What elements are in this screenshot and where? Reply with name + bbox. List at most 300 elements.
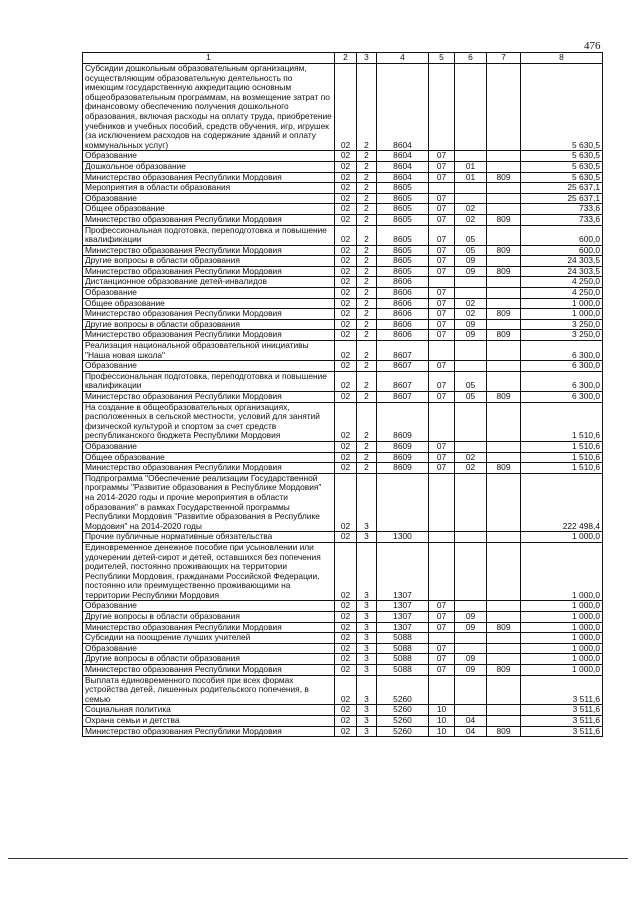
code-ministry-cell — [487, 441, 521, 452]
code-gp-cell: 02 — [335, 665, 357, 676]
item-name-cell: Выплата единовременного пособия при всех формах устройства детей, лишенных родительского попечения, в семью — [83, 675, 335, 705]
code-ministry-cell: 809 — [487, 245, 521, 256]
code-ministry-cell — [487, 542, 521, 601]
code-sub-cell: 3 — [357, 705, 377, 716]
code-sub-cell: 2 — [357, 256, 377, 267]
item-name-cell: Образование — [83, 288, 335, 299]
table-row — [83, 193, 603, 204]
code-target-cell — [377, 473, 429, 532]
amount-cell: 25 637,1 — [521, 183, 603, 194]
code-sub-cell: 2 — [357, 319, 377, 330]
table-row — [83, 716, 603, 727]
table-body — [83, 64, 603, 737]
code-target-cell: 5088 — [377, 633, 429, 644]
code-section-cell — [429, 532, 455, 543]
table-row — [83, 309, 603, 320]
table-row — [83, 463, 603, 474]
code-section-cell: 07 — [429, 622, 455, 633]
code-gp-cell: 02 — [335, 716, 357, 727]
table-row — [83, 612, 603, 623]
amount-cell: 6 300,0 — [521, 392, 603, 403]
code-section-cell: 07 — [429, 151, 455, 162]
code-gp-cell: 02 — [335, 64, 357, 151]
amount-cell: 3 511,6 — [521, 716, 603, 727]
code-section-cell: 07 — [429, 643, 455, 654]
code-section-cell — [429, 277, 455, 288]
code-section-cell: 07 — [429, 204, 455, 215]
item-name-cell: Социальная политика — [83, 705, 335, 716]
code-section-cell — [429, 633, 455, 644]
code-target-cell: 8609 — [377, 452, 429, 463]
code-section-cell: 07 — [429, 161, 455, 172]
item-name-cell: Дистанционное образование детей-инвалидов — [83, 277, 335, 288]
code-gp-cell: 02 — [335, 371, 357, 391]
code-subsection-cell — [455, 151, 487, 162]
code-section-cell: 07 — [429, 654, 455, 665]
table-row — [83, 654, 603, 665]
code-ministry-cell: 809 — [487, 330, 521, 341]
code-target-cell: 8605 — [377, 225, 429, 245]
code-target-cell: 8609 — [377, 402, 429, 441]
code-subsection-cell — [455, 675, 487, 705]
amount-cell: 4 250,0 — [521, 288, 603, 299]
table-row — [83, 151, 603, 162]
table-row — [83, 441, 603, 452]
code-gp-cell: 02 — [335, 225, 357, 245]
amount-cell: 1 000,0 — [521, 298, 603, 309]
code-subsection-cell — [455, 402, 487, 441]
item-name-cell: Министерство образования Республики Мордовия — [83, 665, 335, 676]
code-subsection-cell — [455, 277, 487, 288]
item-name-cell: Образование — [83, 361, 335, 372]
code-subsection-cell: 09 — [455, 319, 487, 330]
code-target-cell: 8606 — [377, 277, 429, 288]
table-row — [83, 172, 603, 183]
code-ministry-cell — [487, 288, 521, 299]
table-row — [83, 319, 603, 330]
item-name-cell: Министерство образования Республики Мордовия — [83, 245, 335, 256]
amount-cell: 733,6 — [521, 204, 603, 215]
code-gp-cell: 02 — [335, 161, 357, 172]
code-ministry-cell — [487, 654, 521, 665]
code-gp-cell: 02 — [335, 193, 357, 204]
code-subsection-cell — [455, 183, 487, 194]
code-subsection-cell: 09 — [455, 256, 487, 267]
code-sub-cell: 3 — [357, 665, 377, 676]
amount-cell: 1 000,0 — [521, 622, 603, 633]
code-gp-cell: 02 — [335, 726, 357, 737]
code-sub-cell: 3 — [357, 532, 377, 543]
code-subsection-cell: 09 — [455, 612, 487, 623]
code-gp-cell: 02 — [335, 298, 357, 309]
code-section-cell — [429, 675, 455, 705]
amount-cell: 600,0 — [521, 245, 603, 256]
code-ministry-cell — [487, 225, 521, 245]
code-target-cell: 5260 — [377, 726, 429, 737]
code-target-cell: 8605 — [377, 256, 429, 267]
code-target-cell: 8607 — [377, 392, 429, 403]
code-gp-cell: 02 — [335, 392, 357, 403]
code-sub-cell: 3 — [357, 643, 377, 654]
code-sub-cell: 2 — [357, 151, 377, 162]
code-ministry-cell: 809 — [487, 463, 521, 474]
code-section-cell — [429, 183, 455, 194]
code-section-cell: 07 — [429, 309, 455, 320]
code-ministry-cell — [487, 64, 521, 151]
code-target-cell: 5260 — [377, 675, 429, 705]
code-sub-cell: 2 — [357, 330, 377, 341]
code-sub-cell: 2 — [357, 277, 377, 288]
code-sub-cell: 3 — [357, 622, 377, 633]
code-ministry-cell: 809 — [487, 266, 521, 277]
item-name-cell: Министерство образования Республики Мордовия — [83, 392, 335, 403]
item-name-cell: Образование — [83, 151, 335, 162]
code-ministry-cell — [487, 705, 521, 716]
amount-cell: 1 000,0 — [521, 654, 603, 665]
code-section-cell: 07 — [429, 245, 455, 256]
item-name-cell: Подпрограмма "Обеспечение реализации Государственной программы "Развитие образования в Республике Мордовия" на 2014-2020 годы и прочие мероприятия в области образования" в рамках Государственной программы Республики Мордовия "Развитие образования в Республике Мордовия" на 2014-2020 годы — [83, 473, 335, 532]
code-sub-cell: 2 — [357, 64, 377, 151]
item-name-cell: Министерство образования Республики Мордовия — [83, 330, 335, 341]
code-section-cell: 10 — [429, 726, 455, 737]
table-row — [83, 633, 603, 644]
code-gp-cell: 02 — [335, 319, 357, 330]
code-ministry-cell: 809 — [487, 392, 521, 403]
code-ministry-cell: 809 — [487, 665, 521, 676]
code-ministry-cell — [487, 277, 521, 288]
code-section-cell: 07 — [429, 371, 455, 391]
code-sub-cell: 2 — [357, 225, 377, 245]
code-gp-cell: 02 — [335, 341, 357, 361]
table-row — [83, 473, 603, 532]
amount-cell: 3 511,6 — [521, 675, 603, 705]
code-gp-cell: 02 — [335, 288, 357, 299]
code-target-cell: 8605 — [377, 183, 429, 194]
code-sub-cell: 2 — [357, 309, 377, 320]
code-target-cell: 1307 — [377, 622, 429, 633]
amount-cell: 1 000,0 — [521, 633, 603, 644]
item-name-cell: Дошкольное образование — [83, 161, 335, 172]
code-sub-cell: 2 — [357, 161, 377, 172]
table-row — [83, 452, 603, 463]
column-header-7: 7 — [487, 53, 521, 64]
code-sub-cell: 3 — [357, 654, 377, 665]
code-gp-cell: 02 — [335, 151, 357, 162]
code-ministry-cell — [487, 402, 521, 441]
code-subsection-cell: 02 — [455, 463, 487, 474]
item-name-cell: Министерство образования Республики Мордовия — [83, 266, 335, 277]
item-name-cell: Субсидии на поощрение лучших учителей — [83, 633, 335, 644]
item-name-cell: Другие вопросы в области образования — [83, 654, 335, 665]
code-ministry-cell — [487, 532, 521, 543]
code-ministry-cell — [487, 256, 521, 267]
amount-cell: 1 000,0 — [521, 309, 603, 320]
amount-cell: 6 300,0 — [521, 371, 603, 391]
amount-cell: 1 000,0 — [521, 612, 603, 623]
code-section-cell: 07 — [429, 361, 455, 372]
code-ministry-cell — [487, 161, 521, 172]
code-ministry-cell — [487, 473, 521, 532]
code-gp-cell: 02 — [335, 330, 357, 341]
table-row — [83, 266, 603, 277]
code-target-cell: 1307 — [377, 601, 429, 612]
table-row — [83, 225, 603, 245]
amount-cell: 1 000,0 — [521, 601, 603, 612]
code-subsection-cell: 01 — [455, 172, 487, 183]
amount-cell: 1 510,6 — [521, 402, 603, 441]
code-gp-cell: 02 — [335, 245, 357, 256]
code-subsection-cell: 02 — [455, 309, 487, 320]
amount-cell: 3 511,6 — [521, 726, 603, 737]
table-row — [83, 214, 603, 225]
code-target-cell: 8605 — [377, 193, 429, 204]
code-sub-cell: 3 — [357, 716, 377, 727]
code-sub-cell: 2 — [357, 183, 377, 194]
table-row — [83, 542, 603, 601]
amount-cell: 5 630,5 — [521, 172, 603, 183]
table-row — [83, 622, 603, 633]
code-target-cell: 8607 — [377, 361, 429, 372]
code-target-cell: 8606 — [377, 330, 429, 341]
code-ministry-cell — [487, 371, 521, 391]
code-sub-cell: 2 — [357, 245, 377, 256]
code-target-cell: 8606 — [377, 319, 429, 330]
code-subsection-cell — [455, 288, 487, 299]
code-ministry-cell: 809 — [487, 622, 521, 633]
code-section-cell: 07 — [429, 441, 455, 452]
code-gp-cell: 02 — [335, 214, 357, 225]
column-header-1: 1 — [83, 53, 335, 64]
item-name-cell: Другие вопросы в области образования — [83, 612, 335, 623]
code-ministry-cell — [487, 716, 521, 727]
code-section-cell: 07 — [429, 612, 455, 623]
code-section-cell — [429, 473, 455, 532]
amount-cell: 222 498,4 — [521, 473, 603, 532]
item-name-cell: Министерство образования Республики Мордовия — [83, 622, 335, 633]
code-gp-cell: 02 — [335, 452, 357, 463]
code-subsection-cell: 09 — [455, 665, 487, 676]
amount-cell: 6 300,0 — [521, 361, 603, 372]
item-name-cell: Прочие публичные нормативные обязательства — [83, 532, 335, 543]
column-header-8: 8 — [521, 53, 603, 64]
code-section-cell: 07 — [429, 392, 455, 403]
code-subsection-cell — [455, 643, 487, 654]
code-sub-cell: 2 — [357, 402, 377, 441]
code-subsection-cell: 05 — [455, 245, 487, 256]
code-sub-cell: 3 — [357, 633, 377, 644]
code-sub-cell: 2 — [357, 392, 377, 403]
code-ministry-cell — [487, 319, 521, 330]
table-row — [83, 204, 603, 215]
item-name-cell: Образование — [83, 601, 335, 612]
code-sub-cell: 2 — [357, 441, 377, 452]
code-ministry-cell — [487, 193, 521, 204]
code-ministry-cell — [487, 204, 521, 215]
code-subsection-cell: 04 — [455, 716, 487, 727]
code-gp-cell: 02 — [335, 622, 357, 633]
code-gp-cell: 02 — [335, 463, 357, 474]
item-name-cell: Единовременное денежное пособие при усыновлении или удочерении детей-сирот и детей, оставшихся без попечения родителей, постоянно проживающих на территории Республики Мордовия, гражданами Российской Федерации, постоянно или преимущественно проживающими на территории Республики Мордовия — [83, 542, 335, 601]
table-row — [83, 161, 603, 172]
code-target-cell: 5088 — [377, 654, 429, 665]
item-name-cell: Охрана семьи и детства — [83, 716, 335, 727]
code-section-cell: 07 — [429, 601, 455, 612]
code-section-cell: 10 — [429, 716, 455, 727]
code-gp-cell: 02 — [335, 532, 357, 543]
code-ministry-cell — [487, 643, 521, 654]
code-target-cell: 8604 — [377, 161, 429, 172]
code-section-cell: 07 — [429, 452, 455, 463]
code-sub-cell: 3 — [357, 675, 377, 705]
table-row — [83, 277, 603, 288]
item-name-cell: Общее образование — [83, 298, 335, 309]
table-row — [83, 361, 603, 372]
item-name-cell: Образование — [83, 193, 335, 204]
code-subsection-cell: 05 — [455, 392, 487, 403]
code-gp-cell: 02 — [335, 473, 357, 532]
table-row — [83, 288, 603, 299]
code-ministry-cell — [487, 151, 521, 162]
code-subsection-cell — [455, 705, 487, 716]
code-target-cell: 8609 — [377, 441, 429, 452]
code-gp-cell: 02 — [335, 542, 357, 601]
code-gp-cell: 02 — [335, 183, 357, 194]
code-section-cell — [429, 542, 455, 601]
code-subsection-cell — [455, 633, 487, 644]
amount-cell: 1 000,0 — [521, 532, 603, 543]
code-gp-cell: 02 — [335, 204, 357, 215]
code-subsection-cell — [455, 542, 487, 601]
code-sub-cell: 2 — [357, 172, 377, 183]
code-gp-cell: 02 — [335, 309, 357, 320]
code-target-cell: 8606 — [377, 298, 429, 309]
code-section-cell: 07 — [429, 266, 455, 277]
code-sub-cell: 3 — [357, 726, 377, 737]
code-section-cell: 07 — [429, 463, 455, 474]
code-sub-cell: 2 — [357, 266, 377, 277]
code-subsection-cell — [455, 532, 487, 543]
code-section-cell: 07 — [429, 330, 455, 341]
code-subsection-cell — [455, 361, 487, 372]
amount-cell: 1 510,6 — [521, 463, 603, 474]
item-name-cell: Общее образование — [83, 452, 335, 463]
code-section-cell: 07 — [429, 193, 455, 204]
code-section-cell: 07 — [429, 214, 455, 225]
code-subsection-cell: 04 — [455, 726, 487, 737]
code-subsection-cell: 05 — [455, 225, 487, 245]
code-target-cell: 8607 — [377, 341, 429, 361]
code-target-cell: 1307 — [377, 612, 429, 623]
item-name-cell: Общее образование — [83, 204, 335, 215]
code-ministry-cell — [487, 452, 521, 463]
code-sub-cell: 2 — [357, 288, 377, 299]
code-subsection-cell: 02 — [455, 204, 487, 215]
code-target-cell: 8606 — [377, 309, 429, 320]
table-row — [83, 402, 603, 441]
code-section-cell: 07 — [429, 225, 455, 245]
amount-cell: 6 300,0 — [521, 341, 603, 361]
table-row — [83, 643, 603, 654]
code-subsection-cell: 09 — [455, 622, 487, 633]
column-header-2: 2 — [335, 53, 357, 64]
budget-table — [82, 52, 603, 737]
code-sub-cell: 2 — [357, 298, 377, 309]
code-gp-cell: 02 — [335, 361, 357, 372]
code-section-cell: 07 — [429, 298, 455, 309]
table-row — [83, 298, 603, 309]
code-subsection-cell: 05 — [455, 371, 487, 391]
code-target-cell: 8609 — [377, 463, 429, 474]
column-header-6: 6 — [455, 53, 487, 64]
code-target-cell: 5088 — [377, 643, 429, 654]
amount-cell: 1 510,6 — [521, 441, 603, 452]
code-ministry-cell — [487, 612, 521, 623]
code-gp-cell: 02 — [335, 256, 357, 267]
item-name-cell: Реализация национальной образовательной инициативы "Наша новая школа" — [83, 341, 335, 361]
table-row — [83, 705, 603, 716]
item-name-cell: Образование — [83, 441, 335, 452]
footer-divider — [8, 858, 628, 859]
code-section-cell: 07 — [429, 288, 455, 299]
item-name-cell: Другие вопросы в области образования — [83, 256, 335, 267]
table-row — [83, 64, 603, 151]
code-subsection-cell: 02 — [455, 214, 487, 225]
item-name-cell: Другие вопросы в области образования — [83, 319, 335, 330]
amount-cell: 24 303,5 — [521, 266, 603, 277]
amount-cell: 1 000,0 — [521, 665, 603, 676]
code-section-cell: 07 — [429, 256, 455, 267]
code-target-cell: 8604 — [377, 172, 429, 183]
code-gp-cell: 02 — [335, 172, 357, 183]
amount-cell: 25 637,1 — [521, 193, 603, 204]
code-target-cell: 5260 — [377, 716, 429, 727]
item-name-cell: Министерство образования Республики Мордовия — [83, 172, 335, 183]
table-row — [83, 341, 603, 361]
code-subsection-cell: 02 — [455, 452, 487, 463]
header-row — [83, 53, 603, 64]
code-target-cell: 8604 — [377, 64, 429, 151]
code-gp-cell: 02 — [335, 266, 357, 277]
code-section-cell: 10 — [429, 705, 455, 716]
code-subsection-cell — [455, 601, 487, 612]
amount-cell: 1 510,6 — [521, 452, 603, 463]
code-target-cell: 1300 — [377, 532, 429, 543]
item-name-cell: Субсидии дошкольным образовательным организациям, осуществляющим образовательную деятельность по имеющим государственную аккредитацию основным общеобразовательным программам, на возмещение затрат по финансовому обеспечению получения дошкольного образования, включая расходы на оплату труда, приобретение учебников и учебных пособий, средств обучения, игр, игрушек (за исключением расходов на содержание зданий и оплату коммунальных услуг) — [83, 64, 335, 151]
code-sub-cell: 2 — [357, 463, 377, 474]
item-name-cell: Министерство образования Республики Мордовия — [83, 463, 335, 474]
code-ministry-cell: 809 — [487, 309, 521, 320]
item-name-cell: Профессиональная подготовка, переподготовка и повышение квалификации — [83, 225, 335, 245]
code-sub-cell: 2 — [357, 361, 377, 372]
code-ministry-cell — [487, 633, 521, 644]
code-section-cell: 07 — [429, 665, 455, 676]
code-ministry-cell — [487, 298, 521, 309]
code-gp-cell: 02 — [335, 654, 357, 665]
column-header-5: 5 — [429, 53, 455, 64]
item-name-cell: Министерство образования Республики Мордовия — [83, 726, 335, 737]
amount-cell: 4 250,0 — [521, 277, 603, 288]
code-sub-cell: 2 — [357, 452, 377, 463]
code-target-cell: 8605 — [377, 266, 429, 277]
code-section-cell: 07 — [429, 172, 455, 183]
code-target-cell: 8605 — [377, 245, 429, 256]
code-gp-cell: 02 — [335, 441, 357, 452]
code-ministry-cell — [487, 361, 521, 372]
code-subsection-cell: 09 — [455, 330, 487, 341]
code-gp-cell: 02 — [335, 277, 357, 288]
code-gp-cell: 02 — [335, 402, 357, 441]
code-gp-cell: 02 — [335, 643, 357, 654]
